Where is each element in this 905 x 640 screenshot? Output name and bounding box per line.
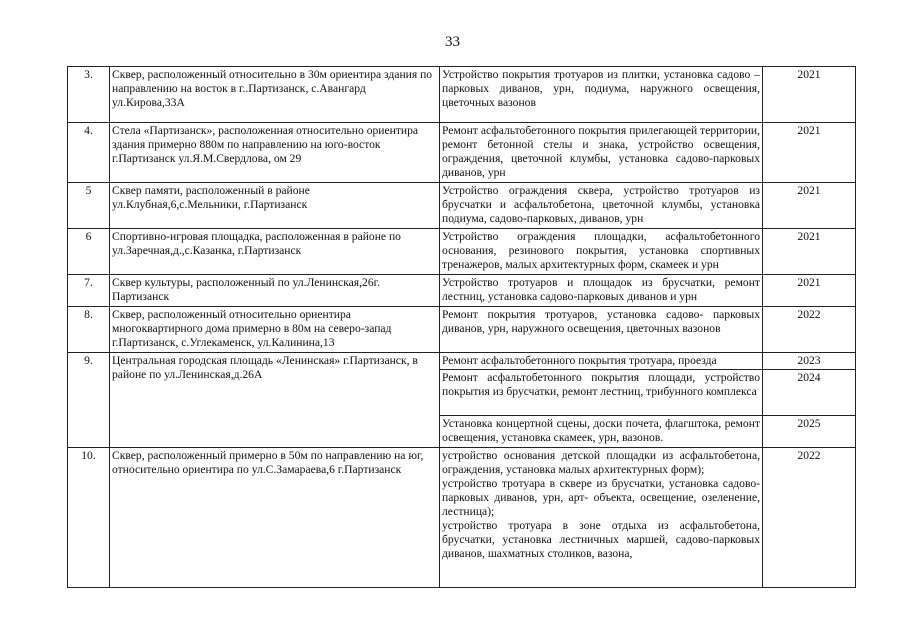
work-description: Ремонт асфальтобетонного покрытия площади, устройство покрытия из брусчатки, ремонт лестниц, трибунного комплекса: [440, 370, 763, 416]
year-cell: 2021: [763, 123, 856, 183]
year-cell: 2022: [763, 307, 856, 353]
object-description: Сквер, расположенный примерно в 50м по направлению на юг, относительно ориентира по ул.С.Замараева,6 г.Партизанск: [110, 448, 440, 588]
table-row: [68, 353, 856, 370]
object-description: Спортивно-игровая площадка, расположенная в районе по ул.Заречная,д.,с.Казанка, г.Партизанск: [110, 229, 440, 275]
object-description: Сквер культуры, расположенный по ул.Ленинская,26г. Партизанск: [110, 275, 440, 307]
table-row: [68, 67, 856, 123]
year-cell: 2025: [763, 416, 856, 448]
year-cell: 2022: [763, 448, 856, 588]
year-cell: 2021: [763, 67, 856, 123]
row-number: 5: [68, 183, 110, 229]
row-number: 4.: [68, 123, 110, 183]
page-number: 33: [445, 34, 460, 50]
object-description: Сквер, расположенный относительно ориентира многоквартирного дома примерно в 80м на северо-запад г.Партизанск, с.Углекаменск, ул.Калинина,13: [110, 307, 440, 353]
row-number: 3.: [68, 67, 110, 123]
row-number: 10.: [68, 448, 110, 588]
table-row: [68, 123, 856, 183]
table-row: [68, 275, 856, 307]
work-description: Ремонт асфальтобетонного покрытия тротуара, проезда: [440, 353, 763, 370]
year-cell: 2021: [763, 275, 856, 307]
work-part: устройство тротуара в зоне отдыха из асфальтобетона, брусчатки, установка лестничных маршей, садово-парковых диванов, шахматных столиков, вазона,: [442, 519, 760, 560]
year-cell: 2023: [763, 353, 856, 370]
object-description: Стела «Партизанск», расположенная относительно ориентира здания примерно 880м по направлению на юго-восток г.Партизанск ул.Я.М.Свердлова, ом 29: [110, 123, 440, 183]
work-description: Установка концертной сцены, доски почета, флагштока, ремонт освещения, установка скамеек, урн, вазонов.: [440, 416, 763, 448]
work-description: [440, 448, 763, 588]
work-description: Устройство тротуаров и площадок из брусчатки, ремонт лестниц, установка садово-парковых диванов и урн: [440, 275, 763, 307]
work-description: Ремонт асфальтобетонного покрытия прилегающей территории, ремонт бетонной стелы и знака, устройство освещения, ограждения, цветочной клумбы, установка садово-парковых диванов, урн: [440, 123, 763, 183]
work-part: устройство тротуара в сквере из брусчатки, установка садово-парковых диванов, урн, арт- объекта, освещение, озеленение, лестница);: [442, 477, 760, 518]
work-description: Устройство ограждения площадки, асфальтобетонного основания, резинового покрытия, установка спортивных тренажеров, малых архитектурных форм, скамеек и урн: [440, 229, 763, 275]
year-cell: 2021: [763, 183, 856, 229]
table-row: [68, 183, 856, 229]
row-number: 8.: [68, 307, 110, 353]
row-number: 6: [68, 229, 110, 275]
year-cell: 2024: [763, 370, 856, 416]
row-number: 7.: [68, 275, 110, 307]
table-row: [68, 448, 856, 588]
row-number: 9.: [68, 353, 110, 448]
object-description: Сквер памяти, расположенный в районе ул.Клубная,6,с.Мельники, г.Партизанск: [110, 183, 440, 229]
object-description: Центральная городская площадь «Ленинская» г.Партизанск, в районе по ул.Ленинская,д.26А: [110, 353, 440, 448]
improvement-objects-table: [67, 66, 856, 588]
work-description: Устройство покрытия тротуаров из плитки, установка садово – парковых диванов, урн, подиума, наружного освещения, цветочных вазонов: [440, 67, 763, 123]
table-row: [68, 229, 856, 275]
table-row: [68, 307, 856, 353]
work-description: Ремонт покрытия тротуаров, установка садово- парковых диванов, урн, наружного освещения, цветочных вазонов: [440, 307, 763, 353]
year-cell: 2021: [763, 229, 856, 275]
object-description: Сквер, расположенный относительно в 30м ориентира здания по направлению на восток в г..Партизанск, с.Авангард ул.Кирова,33А: [110, 67, 440, 123]
work-description: Устройство ограждения сквера, устройство тротуаров из брусчатки и асфальтобетона, цветочной клумбы, установка подиума, садово-парковых, диванов, урн: [440, 183, 763, 229]
work-part: устройство основания детской площадки из асфальтобетона, ограждения, установка малых архитектурных форм);: [442, 449, 760, 476]
